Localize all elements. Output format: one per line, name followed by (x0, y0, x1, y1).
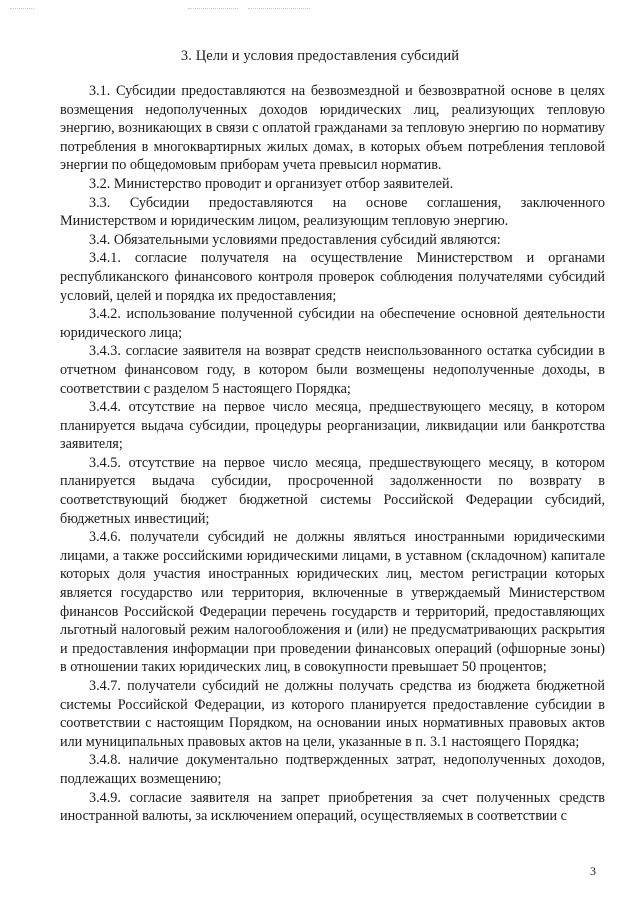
scan-artifact (10, 8, 34, 10)
paragraph-3-4-9: 3.4.9. согласие заявителя на запрет приобретения за счет полученных средств иностранной валюты, за исключением операций, осуществляемых в соответствии с (60, 789, 605, 825)
paragraph-3-3: 3.3. Субсидии предоставляются на основе соглашения, заключенного Министерством и юридическим лицом, реализующим тепловую энергию. (60, 194, 605, 230)
paragraph-3-4: 3.4. Обязательными условиями предоставления субсидий являются: (89, 231, 501, 248)
paragraph-3-4-5: 3.4.5. отсутствие на первое число месяца, предшествующего месяцу, в котором планируется выдача субсидии, просроченной задолженности по возврату в соответствующий бюджет бюджетной системы Российской Федерации субсидий, бюджетных инвестиций; (60, 454, 605, 527)
paragraph-3-4-4: 3.4.4. отсутствие на первое число месяца, предшествующего месяцу, в котором планируется выдача субсидии, процедуры реорганизации, ликвидации или банкротства заявителя; (60, 399, 605, 453)
paragraph-3-4-3: 3.4.3. согласие заявителя на возврат средств неиспользованного остатка субсидии в отчетном финансовом году, в котором были возмещены недополученные доходы, в соответствии с разделом 5 настоящего Порядка; (60, 343, 605, 397)
scan-artifact (248, 8, 310, 10)
scan-artifact (188, 8, 238, 10)
paragraph-3-4-6: 3.4.6. получатели субсидий не должны являться иностранными юридическими лицами, а также российскими юридическими лицами, в уставном (складочном) капитале которых доля участия иностранных юридических лиц, местом регистрации которых является государство или территория, включенные в утверждаемый Министерством финансов Российской Федерации перечень государств и территорий, предоставляющих льготный налоговый режим налогообложения и (или) не предусматривающих раскрытия и предоставления информации при проведении финансовых операций (офшорные зоны) в отношении таких юридических лиц, в совокупности превышает 50 процентов; (60, 529, 605, 676)
paragraph-3-4-1: 3.4.1. согласие получателя на осуществление Министерством и органами республиканского финансового контроля проверок соблюдения получателями субсидий условий, целей и порядка их предоставления; (60, 250, 605, 304)
paragraph-3-4-8: 3.4.8. наличие документально подтвержденных затрат, недополученных доходов, подлежащих возмещению; (60, 752, 605, 787)
document-body (60, 82, 605, 826)
page-number: 3 (590, 864, 596, 878)
section-title: 3. Цели и условия предоставления субсидий (180, 48, 460, 64)
paragraph-3-4-2: 3.4.2. использование полученной субсидии на обеспечение основной деятельности юридического лица; (60, 306, 605, 341)
paragraph-3-2: 3.2. Министерство проводит и организует отбор заявителей. (89, 175, 454, 192)
paragraph-3-1: 3.1. Субсидии предоставляются на безвозмездной и безвозвратной основе в целях возмещения недополученных доходов юридических лиц, реализующих тепловую энергию, возникающих в связи с оплатой гражданами за тепловую энергию по нормативу потребления в многоквартирных жилых домах, в которых объем потребления тепловой энергии по общедомовым приборам учета превысил норматив. (60, 83, 605, 174)
paragraph-3-4-7: 3.4.7. получатели субсидий не должны получать средства из бюджета бюджетной системы Российской Федерации, из которого планируется предоставление субсидии в соответствии с настоящим Порядком, на основании иных нормативных правовых актов или муниципальных правовых актов на цели, указанные в п. 3.1 настоящего Порядка; (60, 678, 605, 750)
